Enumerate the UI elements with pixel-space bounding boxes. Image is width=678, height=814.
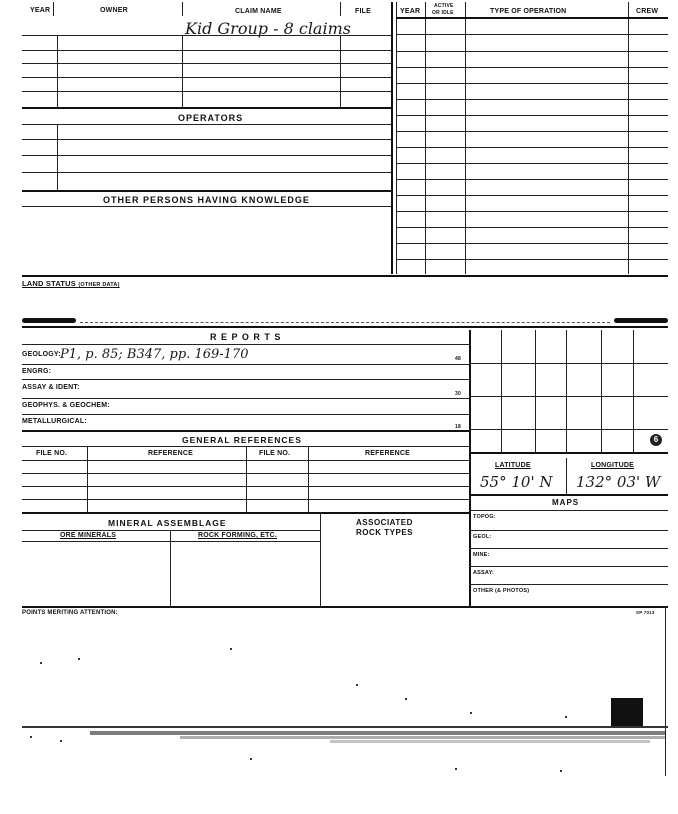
maps-topog-label: TOPOG: [473, 514, 496, 520]
geology-label: GEOLOGY: [22, 351, 61, 358]
maps-assay-label: ASSAY: [473, 570, 495, 576]
maps-other-label: OTHER (& PHOTOS) [473, 588, 530, 594]
latitude-label: LATITUDE [495, 462, 531, 469]
associated-label: ASSOCIATED [356, 518, 413, 527]
header-claim-name: CLAIM NAME [235, 8, 282, 15]
ref-col-reference-2: REFERENCE [365, 450, 410, 457]
operators-heading: OPERATORS [178, 113, 244, 123]
other-persons-heading: OTHER PERSONS HAVING KNOWLEDGE [103, 195, 310, 205]
header-type-of-operation: TYPE OF OPERATION [490, 8, 567, 15]
ref-col-reference: REFERENCE [148, 450, 193, 457]
maps-geol-label: GEOL: [473, 534, 492, 540]
header-crew: CREW [636, 8, 659, 15]
points-meriting-attention-label: POINTS MERITING ATTENTION: [22, 610, 118, 616]
assay-ident-label: ASSAY & IDENT: [22, 384, 80, 391]
rock-forming-label: ROCK FORMING, ETC. [198, 532, 278, 539]
engrg-label: ENGRG: [22, 368, 52, 375]
ore-minerals-label: ORE MINERALS [60, 532, 117, 539]
geophys-geochem-label: GEOPHYS. & GEOCHEM: [22, 402, 110, 409]
land-status-label: LAND STATUS (OTHER DATA) [22, 279, 120, 288]
header-or-idle: OR IDLE [432, 10, 454, 16]
grid-mark: 6 [650, 434, 662, 446]
margin-number-18: 18 [455, 424, 461, 430]
general-references-heading: GENERAL REFERENCES [182, 435, 302, 445]
header-active: ACTIVE [434, 3, 454, 9]
margin-number-30: 30 [455, 391, 461, 397]
form-code: SP 7013 [636, 610, 655, 615]
rock-types-label: ROCK TYPES [356, 528, 414, 537]
latitude-value: 55° 10' N [480, 473, 553, 491]
geology-value: P1, p. 85; B347, pp. 169-170 [60, 347, 249, 362]
mineral-assemblage-heading: MINERAL ASSEMBLAGE [108, 518, 227, 528]
header-year: YEAR [30, 7, 51, 14]
header-file: FILE [355, 8, 371, 15]
metallurgical-label: METALLURGICAL: [22, 418, 87, 425]
margin-number-48: 48 [455, 356, 461, 362]
longitude-value: 132° 03' W [576, 473, 661, 491]
ref-col-file-no-2: FILE NO. [259, 450, 291, 457]
claim-name-value: Kid Group - 8 claims [185, 19, 351, 38]
maps-mine-label: MINE: [473, 552, 490, 558]
longitude-label: LONGITUDE [591, 462, 635, 469]
ref-col-file-no: FILE NO. [36, 450, 68, 457]
header-owner: OWNER [100, 7, 128, 14]
header-year-2: YEAR [400, 8, 421, 15]
maps-heading: MAPS [552, 498, 580, 507]
reports-heading: R E P O R T S [210, 332, 282, 342]
